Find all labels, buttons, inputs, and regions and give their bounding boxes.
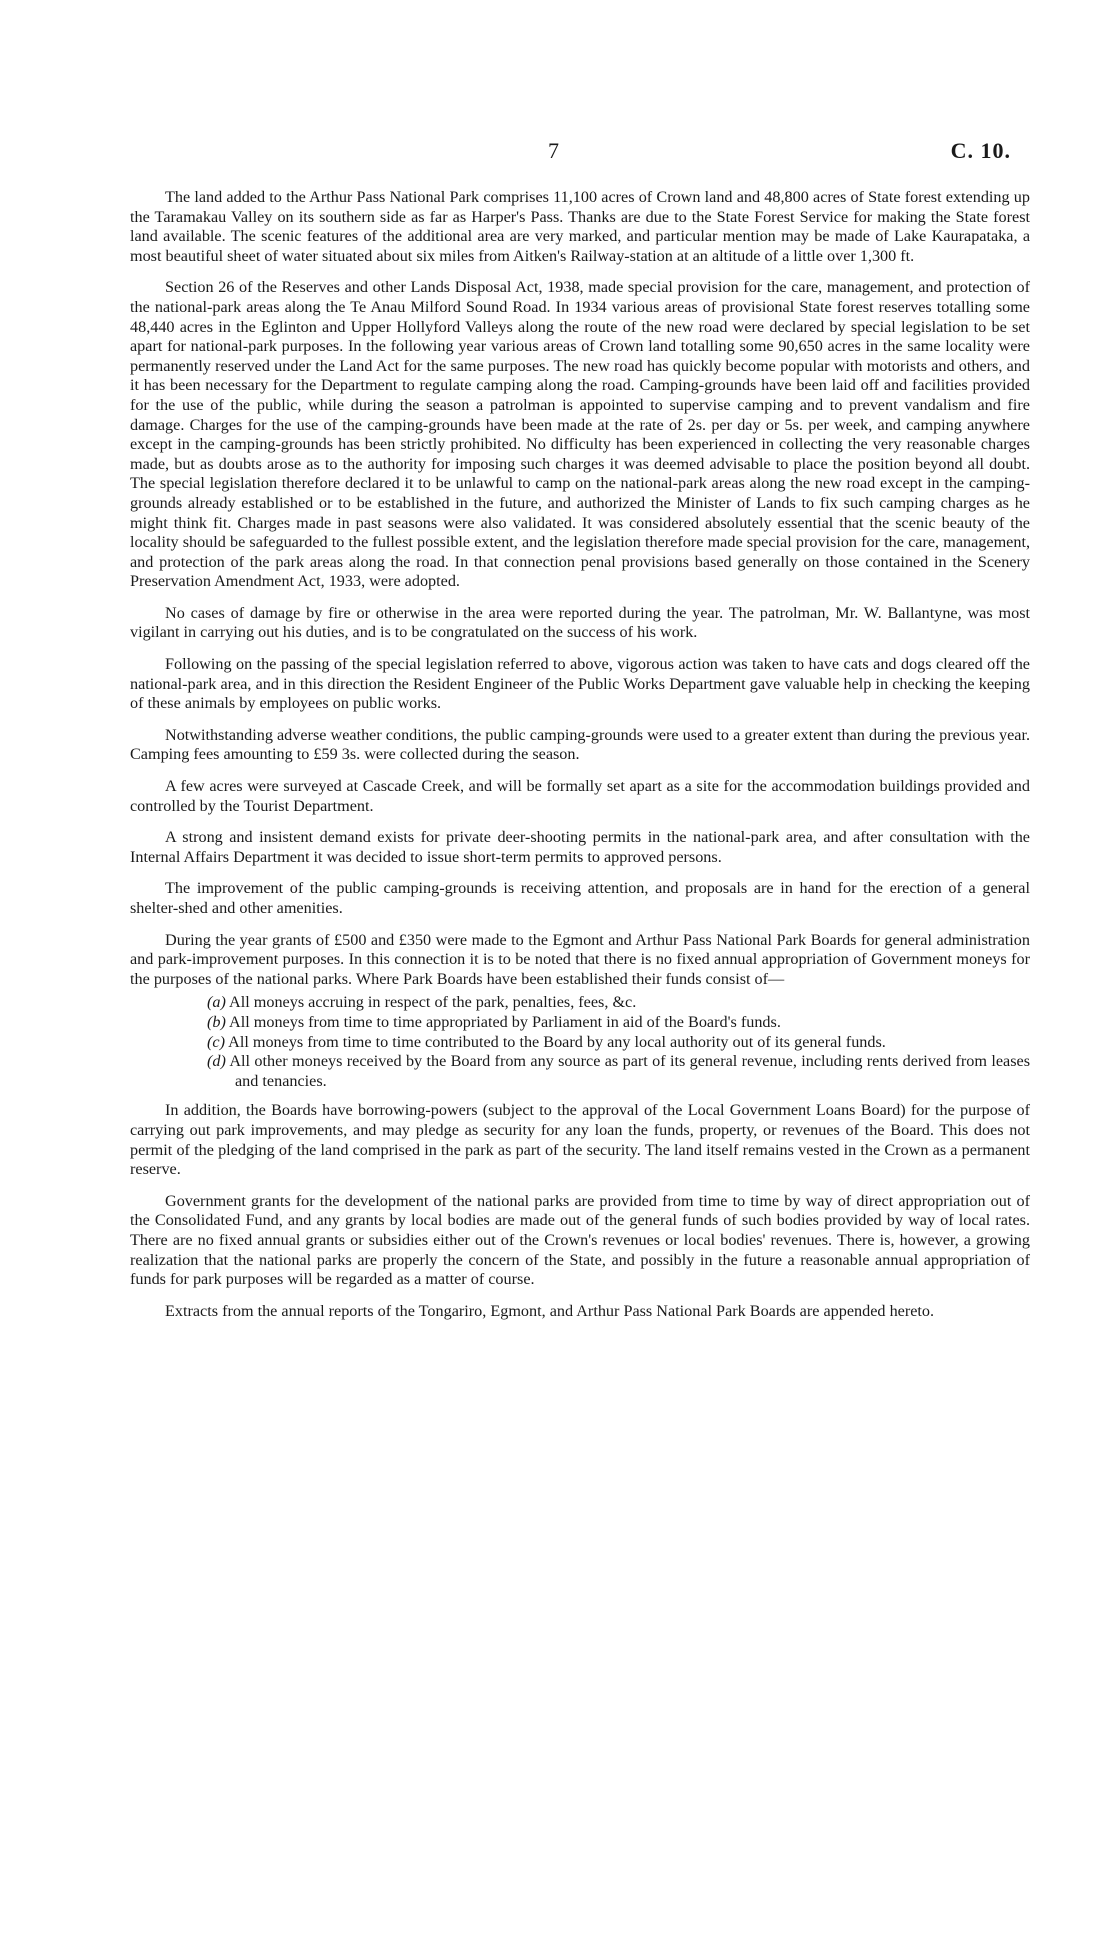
body-text xyxy=(130,188,1030,1333)
list-item-text: All moneys accruing in respect of the park, penalties, fees, &c. xyxy=(229,993,637,1012)
list-item xyxy=(130,993,1030,1013)
paragraph-government-grants: Government grants for the development of the national parks are provided from time to time by way of direct appropriation out of the Consolidated Fund, and any grants by local bodies are made out of the general funds of such bodies provided by way of local rates. There are no fixed annual grants or subsidies either out of the Crown's revenues or local bodies' revenues. There is, however, a growing realization that the national parks are properly the concern of the State, and possibly in the future a reasonable annual appropriation of funds for park purposes will be regarded as a matter of course. xyxy=(130,1191,1030,1289)
list-item xyxy=(130,1013,1030,1033)
paragraph-improvements: The improvement of the public camping-grounds is receiving attention, and proposals are in hand for the erection of a general shelter-shed and other amenities. xyxy=(130,879,1030,917)
list-item-text: All other moneys received by the Board from any source as part of its general revenue, including rents derived from leases and tenancies. xyxy=(229,1052,1031,1090)
document-reference: C. 10. xyxy=(950,138,1011,163)
paragraph-grants: During the year grants of £500 and £350 were made to the Egmont and Arthur Pass National Park Boards for general administration and park-improvement purposes. In this connection it is to be noted that there is no fixed annual appropriation of Government moneys for the purposes of the national parks. Where Park Boards have been established their funds consist of— xyxy=(130,930,1030,988)
list-marker: (c) xyxy=(207,1032,225,1051)
page-header xyxy=(0,138,1114,168)
list-item xyxy=(130,1052,1030,1091)
paragraph-borrowing-powers: In addition, the Boards have borrowing-powers (subject to the approval of the Local Government Loans Board) for the purpose of carrying out park improvements, and may pledge as security for any loan the funds, property, or revenues of the Board. This does not permit of the pledging of the land comprised in the park as part of the security. The land itself remains vested in the Crown as a permanent reserve. xyxy=(130,1101,1030,1179)
paragraph-cats-dogs: Following on the passing of the special legislation referred to above, vigorous action was taken to have cats and dogs cleared off the national-park area, and in this direction the Resident Engineer of the Public Works Department gave valuable help in checking the keeping of these animals by employees on public works. xyxy=(130,655,1030,713)
paragraph-section-26: Section 26 of the Reserves and other Lands Disposal Act, 1938, made special provision for the care, management, and protection of the national-park areas along the Te Anau Milford Sound Road. In 1934 various areas of provisional State forest reserves totalling some 48,440 acres in the Eglinton and Upper Hollyford Valleys along the route of the new road were declared by special legislation to be set apart for national-park purposes. In the following year various areas of Crown land totalling some 90,650 acres in the same locality were permanently reserved under the Land Act for the same purposes. The new road has quickly become popular with motorists and others, and it has been necessary for the Department to regulate camping along the road. Camping-grounds have been laid off and facilities provided for the use of the public, while during the season a patrolman is appointed to supervise camping and to prevent vandalism and fire damage. Charges for the use of the camping-grounds have been made at the rate of 2s. per day or 5s. per week, and camping anywhere except in the camping-grounds has been strictly prohibited. No difficulty has been experienced in collecting the very reasonable charges made, but as doubts arose as to the authority for imposing such charges it was deemed advisable to place the position beyond all doubt. The special legislation therefore declared it to be unlawful to camp on the national-park areas along the new road except in the camping-grounds already established or to be established in the future, and authorized the Minister of Lands to fix such camping charges as he might think fit. Charges made in past seasons were also validated. It was considered absolutely essential that the scenic beauty of the locality should be safeguarded to the fullest possible extent, and the legislation therefore made special provision for the care, management, and protection of the park areas along the road. In that connection penal provisions based generally on those contained in the Scenery Preservation Amendment Act, 1933, were adopted. xyxy=(130,278,1030,591)
paragraph-camping-grounds: Notwithstanding adverse weather conditions, the public camping-grounds were used to a greater extent than during the previous year. Camping fees amounting to £59 3s. were collected during the season. xyxy=(130,725,1030,764)
paragraph-arthur-pass-land: The land added to the Arthur Pass National Park comprises 11,100 acres of Crown land and 48,800 acres of State forest extending up the Taramakau Valley on its southern side as far as Harper's Pass. Thanks are due to the State Forest Service for making the State forest land available. The scenic features of the additional area are very marked, and particular mention may be made of Lake Kaurapataka, a most beautiful sheet of water situated about six miles from Aitken's Railway-station at an altitude of a little over 1,300 ft. xyxy=(130,188,1030,265)
funds-list xyxy=(130,993,1030,1091)
paragraph-deer-shooting: A strong and insistent demand exists for private deer-shooting permits in the national-park area, and after consultation with the Internal Affairs Department it was decided to issue short-term permits to approved persons. xyxy=(130,828,1030,866)
list-item xyxy=(130,1033,1030,1053)
list-item-text: All moneys from time to time appropriated by Parliament in aid of the Board's funds. xyxy=(229,1012,781,1031)
list-marker: (a) xyxy=(207,993,226,1012)
list-item-text: All moneys from time to time contributed to the Board by any local authority out of its general funds. xyxy=(228,1032,886,1051)
page-number: 7 xyxy=(548,138,560,163)
paragraph-cascade-creek: A few acres were surveyed at Cascade Creek, and will be formally set apart as a site for the accommodation buildings provided and controlled by the Tourist Department. xyxy=(130,777,1030,815)
list-marker: (d) xyxy=(207,1052,226,1071)
list-marker: (b) xyxy=(207,1012,226,1031)
paragraph-extracts: Extracts from the annual reports of the Tongariro, Egmont, and Arthur Pass National Park Boards are appended hereto. xyxy=(165,1301,935,1320)
paragraph-fire-damage: No cases of damage by fire or otherwise in the area were reported during the year. The patrolman, Mr. W. Ballantyne, was most vigilant in carrying out his duties, and is to be congratulated on the success of his work. xyxy=(130,603,1030,642)
